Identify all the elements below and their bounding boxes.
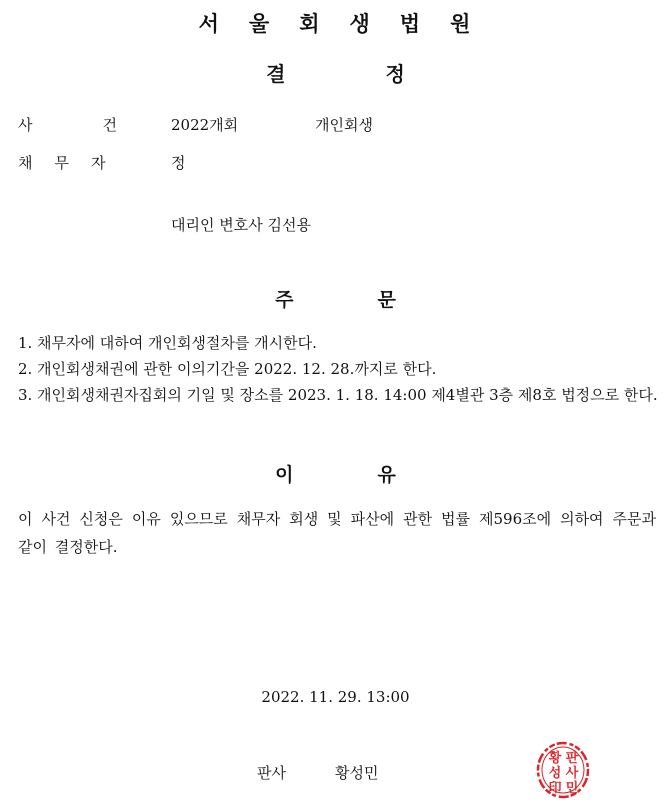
judge-label: 판사	[257, 764, 286, 782]
judge-seal-icon	[535, 740, 591, 800]
order-item-text: 채무자에 대하여 개인회생절차를 개시한다.	[37, 334, 317, 352]
debtor-label-char: 무	[54, 154, 69, 172]
debtor-name: 정	[171, 154, 186, 172]
seal-char: 민	[565, 781, 579, 796]
reason-text: 이 사건 신청은 이유 있으므로 채무자 회생 및 파산에 관한 법률 제596조에 의하여 주문과 같이 결정한다.	[18, 510, 656, 556]
order-item	[18, 330, 658, 356]
court-title-char: 서	[198, 12, 221, 36]
reason-heading-char: 이	[275, 464, 294, 486]
seal-char: 황	[548, 751, 562, 766]
case-label-char: 건	[102, 116, 117, 134]
order-heading	[0, 285, 671, 312]
debtor-label-char: 자	[91, 154, 106, 172]
order-list	[18, 330, 658, 408]
court-title-char: 원	[450, 12, 473, 36]
reason-heading	[0, 460, 671, 487]
seal-char: 印	[548, 781, 562, 796]
case-number: 2022개회	[171, 116, 239, 134]
debtor-label-char: 채	[18, 154, 33, 172]
order-item-text: 개인회생채권자집회의 기일 및 장소를 2023. 1. 18. 14:00 제4별관 3층 제8호 법정으로 한다.	[37, 386, 658, 404]
order-item-number: 2.	[18, 360, 33, 378]
representative: 대리인 변호사 김선용	[171, 216, 311, 234]
order-item	[18, 356, 658, 382]
order-item	[18, 382, 658, 408]
court-title	[0, 8, 671, 38]
seal-char: 판	[565, 751, 579, 766]
court-title-char: 회	[299, 12, 322, 36]
doc-type-char: 결	[266, 62, 286, 86]
reason-heading-char: 유	[377, 464, 396, 486]
seal-char: 사	[565, 766, 579, 781]
order-heading-char: 문	[377, 289, 396, 311]
court-title-char: 울	[248, 12, 272, 36]
doc-type-char: 정	[385, 62, 405, 86]
debtor-label	[18, 152, 106, 173]
order-item-text: 개인회생채권에 관한 이의기간을 2022. 12. 28.까지로 한다.	[37, 360, 437, 378]
seal-char: 성	[548, 766, 562, 781]
order-heading-char: 주	[275, 289, 294, 311]
court-title-char: 법	[399, 12, 423, 36]
order-item-number: 1.	[18, 334, 33, 352]
decision-date: 2022. 11. 29. 13:00	[261, 688, 410, 706]
document-type-heading	[0, 58, 671, 87]
case-label-char: 사	[18, 116, 33, 134]
judge-name: 황성민	[335, 764, 379, 782]
order-item-number: 3.	[18, 386, 33, 404]
case-name: 개인회생	[315, 116, 373, 134]
court-title-char: 생	[349, 12, 372, 36]
case-label	[18, 114, 117, 135]
seal-outline	[538, 743, 588, 797]
